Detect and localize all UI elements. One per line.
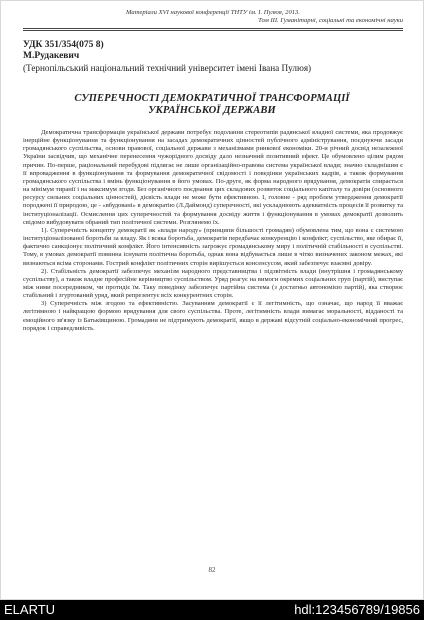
- body-paragraph: 3) Суперечність між згодою та ефективністю. Засуванням демократії є її легітимність, що означає, що народ її вважає легітимною і найкращою формою врядування для свого суспільства. Проте, легітимність влади вимагає моральності, відданості та емоційного зв'язку із Батьківщиною. Громадяни не підтримують демократії, якщо в державі відсутній соціально-економічний прогрес, порядок і справедливість.: [23, 300, 403, 332]
- running-header: [23, 9, 403, 25]
- author-affiliation: (Тернопільський національний технічний університет імені Івана Пулюя): [23, 63, 312, 73]
- title-line-2: УКРАЇНСЬКОЇ ДЕРЖАВИ: [148, 105, 276, 116]
- repository-name: ELARTU: [4, 602, 56, 617]
- udc-code: УДК 351/354(075 8): [23, 40, 104, 50]
- header-line-1: Матеріали XVI наукової конференції ТНТУ ім. І. Пулюя, 2013.: [126, 9, 300, 16]
- body-paragraph: 2). Стабільність демократії забезпечує механізм народного представництва і підзвітність влади (внутрішня і громадянському суспільству), а також владне професійне керівництво суспільством. Уряд реагує на вимоги окремих соціальних груп (партій), виступає між ними посередником, чи протидіє їм. Таку поведінку забезпечує партійна система (з достатньо автономією партій), яка створює стабільний і згуртований уряд, який репрезентує всіх конкурентних сторін.: [23, 267, 403, 300]
- body-paragraph: 1). Суперечність концепту демократії як «влади народу» (принципи більшості громадян) обумовлена тим, що вона є системою інституціоналізованої боротьби за владу. Як і всяка боротьба, демократія передбачає конкуренцію і конфлікт; суспільство, яке обирає її, фактично санкціонує політичний конфлікт. Його інтенсивність загрожує громадянському миру і політичній стабільності в суспільстві. Тому, в умовах демократії повинна існувати політична боротьба, однак вона відбувається лише в чітко визначених законом межах, які визнаються всіма сторонами. Гострий конфлікт політичних сторін вирішується консенсусом, який забезпечує взаємні довіру.: [23, 226, 403, 267]
- author-name: М.Рудакевич: [23, 51, 80, 61]
- header-rule: [23, 28, 403, 31]
- header-line-2: Том III. Гуманітарні, соціальні та економічні науки: [258, 17, 403, 24]
- page-number: 82: [208, 566, 216, 574]
- article-body: [23, 129, 403, 333]
- title-line-1: СУПЕРЕЧНОСТІ ДЕМОКРАТИЧНОЇ ТРАНСФОРМАЦІЇ: [74, 93, 350, 104]
- repository-footer: [0, 600, 424, 620]
- article-title: [41, 93, 383, 117]
- body-paragraph: Демократична трансформація української держави потребує подолання стереотипів радянської владної системи, яка продовжує інерційне функціонування та функціонування на засадах демократичних цінностей публічного адміністрування, поєднуючи засади громадянського суспільства, основи правової, соціальної держави з механізмами ринкової економіки. 20-и річний досвід незалежної України засвідчив, що механічне перенесення чужорідного досвіду дало незначний позитивний ефект. Це обумовлено цілим рядом причин. По-перше, раціональний перебудові підлягає не лише організаційно-правова система української влади; значно складнішим є її впровадження в функціонування та формування демократичної свідомості і поведінки українських кадрів, а також формування громадянського суспільства і вмінь функціонування в його умовах. По-друге, як форма народного врядування, демократія спирається на мінімум тиранії і на максимум згоди. Без органічного поєднання цих складових розвиток соціального капіталу та довіри (основного ресурсу сильних соціальних цінностей), дієвість влади не може бути ефективною. І, головне - ряд проблем утвердження демократії породжені її природою, це - «вбудовані» в демократію (Л.Даймонд) суперечності, які ускладнюють адекватність процесів її розвитку та інституціоналізації. Осмислення цих суперечностей та формування досвіду життя і функціонування в умовах демократії дозволить свідомо вибудовувати обраний тип політичної системи. Розглянемо їх.: [23, 129, 403, 226]
- handle-identifier[interactable]: hdl:123456789/19856: [294, 602, 420, 617]
